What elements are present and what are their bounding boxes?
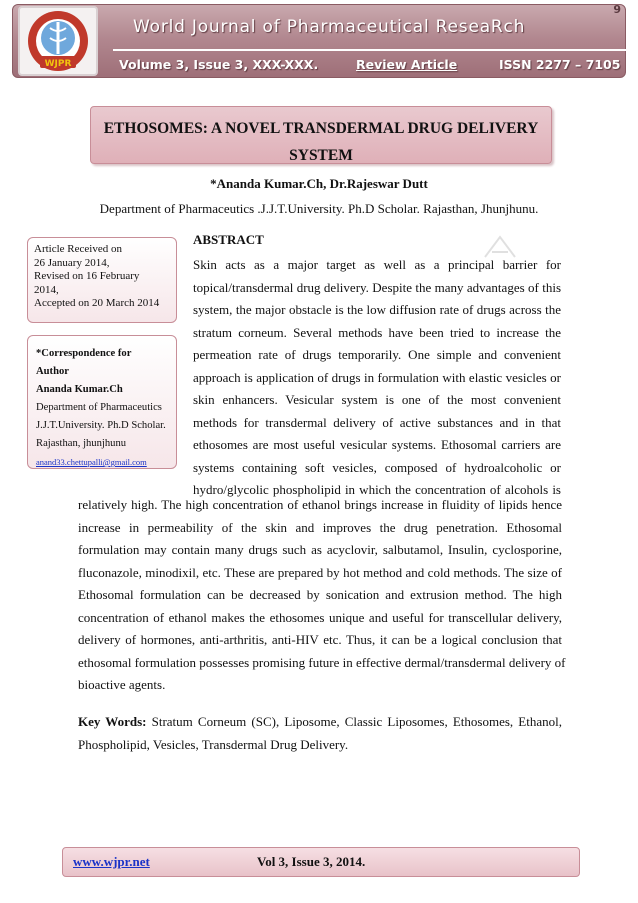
article-title-box — [90, 106, 552, 164]
abstract-line: ethosomes are most useful vesicular systems. Ethosomal carriers are — [193, 437, 561, 452]
footer-issue-info: Vol 3, Issue 3, 2014. — [257, 854, 366, 869]
abstract-line: systems containing soft vesicles, composed of hydroalcoholic or — [193, 459, 561, 475]
abstract-line: fluconazole, minodixil, etc. These are prepared by hot method and cold methods. The size of — [78, 564, 562, 580]
abstract-line: system, the major obstacle is the low diffusion rate of drugs across the — [193, 302, 561, 317]
article-type-link[interactable]: Review Article — [356, 57, 458, 72]
abstract-wide-text — [78, 494, 566, 697]
abstract-line: formulation may contain many drugs such as acyclovir, salbutamol, Insulin, cyclosporine, — [78, 542, 562, 557]
article-received-box — [27, 237, 177, 323]
correspondence-heading: *Correspondence for — [36, 348, 132, 359]
abstract-column-text — [193, 254, 561, 502]
authors: *Ananda Kumar.Ch, Dr.Rajeswar Dutt — [210, 176, 428, 191]
received-line: Accepted on 20 March 2014 — [34, 297, 160, 310]
abstract-line: ethosomal formulation possesses promising future in effective dermal/transdermal delivery of — [78, 654, 566, 670]
journal-title: World Journal of Pharmaceutical ReseaRch — [133, 17, 526, 37]
page-footer — [62, 847, 580, 877]
correspondence-line: Rajasthan, jhunjhunu — [36, 438, 127, 449]
correspondence-line: J.J.T.University. Ph.D Scholar. — [36, 420, 166, 431]
keywords-text: Stratum Corneum (SC), Liposome, Classic Liposomes, Ethosomes, Ethanol, — [146, 714, 562, 729]
banner-divider — [113, 49, 633, 51]
abstract-line: approach is application of drugs in formulation with elastic vesicles or — [193, 369, 561, 385]
article-title-line-1: ETHOSOMES: A NOVEL TRANSDERMAL DRUG DELIVERY — [103, 120, 539, 137]
abstract-line: methods for transdermal delivery of active substances and in that — [193, 414, 561, 430]
journal-header-banner — [12, 4, 626, 78]
abstract-line: stratum corneum. Several methods have been tried to increase the — [193, 324, 561, 340]
received-line: 2014, — [34, 283, 59, 296]
volume-info: Volume 3, Issue 3, XXX-XXX. — [119, 57, 319, 72]
received-line: 26 January 2014, — [34, 256, 110, 269]
keywords — [78, 711, 562, 756]
correspondence-heading: Author — [36, 366, 69, 377]
abstract-line: delivery of hormones, anti-arthritis, anti-HIV etc. Thus, it can be a logical conclusion that — [78, 632, 562, 647]
department: Department of Pharmaceutics .J.J.T.University. Ph.D Scholar. Rajasthan, Jhunjhunu. — [99, 201, 539, 216]
abstract-line: bioactive agents. — [78, 677, 166, 692]
correspondence-name: Ananda Kumar.Ch — [36, 384, 123, 395]
correspondence-email-link[interactable]: anand33.chettupalli@gmail.com — [36, 457, 147, 467]
keywords-text: Phospholipid, Vesicles, Transdermal Drug Delivery. — [78, 736, 349, 752]
journal-website-link[interactable]: www.wjpr.net — [73, 854, 150, 869]
abstract-line: increase in permeability of the skin and improves the drug penetration. Ethosomal — [78, 519, 562, 535]
abstract-line: hydro/glycolic phospholipid in which the concentration of alcohols is — [193, 482, 561, 497]
received-line: Revised on 16 February — [34, 270, 140, 283]
abstract-line: Skin acts as a major target as well as a principal barrier for — [193, 257, 561, 272]
keywords-label: Key Words: — [78, 714, 147, 729]
abstract-line: topical/transdermal drug delivery. Despite the many advantages of this — [193, 279, 561, 295]
correspondence-line: Department of Pharmaceutics — [36, 402, 162, 413]
corner-mark: 9 — [613, 3, 621, 16]
abstract-heading: ABSTRACT — [193, 232, 264, 247]
logo-emblem-icon — [20, 8, 96, 74]
logo-text: WJPR — [44, 59, 72, 69]
received-line: Article Received on — [34, 243, 122, 255]
article-title-line-2: SYSTEM — [289, 147, 353, 164]
issn-info: ISSN 2277 – 7105 — [499, 57, 621, 72]
abstract-line: permeation rate of drugs temporarily. One simple and convenient — [193, 347, 561, 362]
journal-logo — [18, 6, 98, 76]
abstract-line: Ethosomal formulation can be decreased by sonication and extrusion method. The high — [78, 587, 562, 602]
correspondence-box — [27, 335, 177, 469]
abstract-line: skin enhancers. Vesicular system is one of the most convenient — [193, 392, 561, 407]
abstract-line: concentration of ethanol makes the ethosomes unique and useful for transcellular delivery, — [78, 609, 562, 625]
abstract-line: relatively high. The high concentration of ethanol brings increase in fluidity of lipids hence — [78, 497, 562, 512]
